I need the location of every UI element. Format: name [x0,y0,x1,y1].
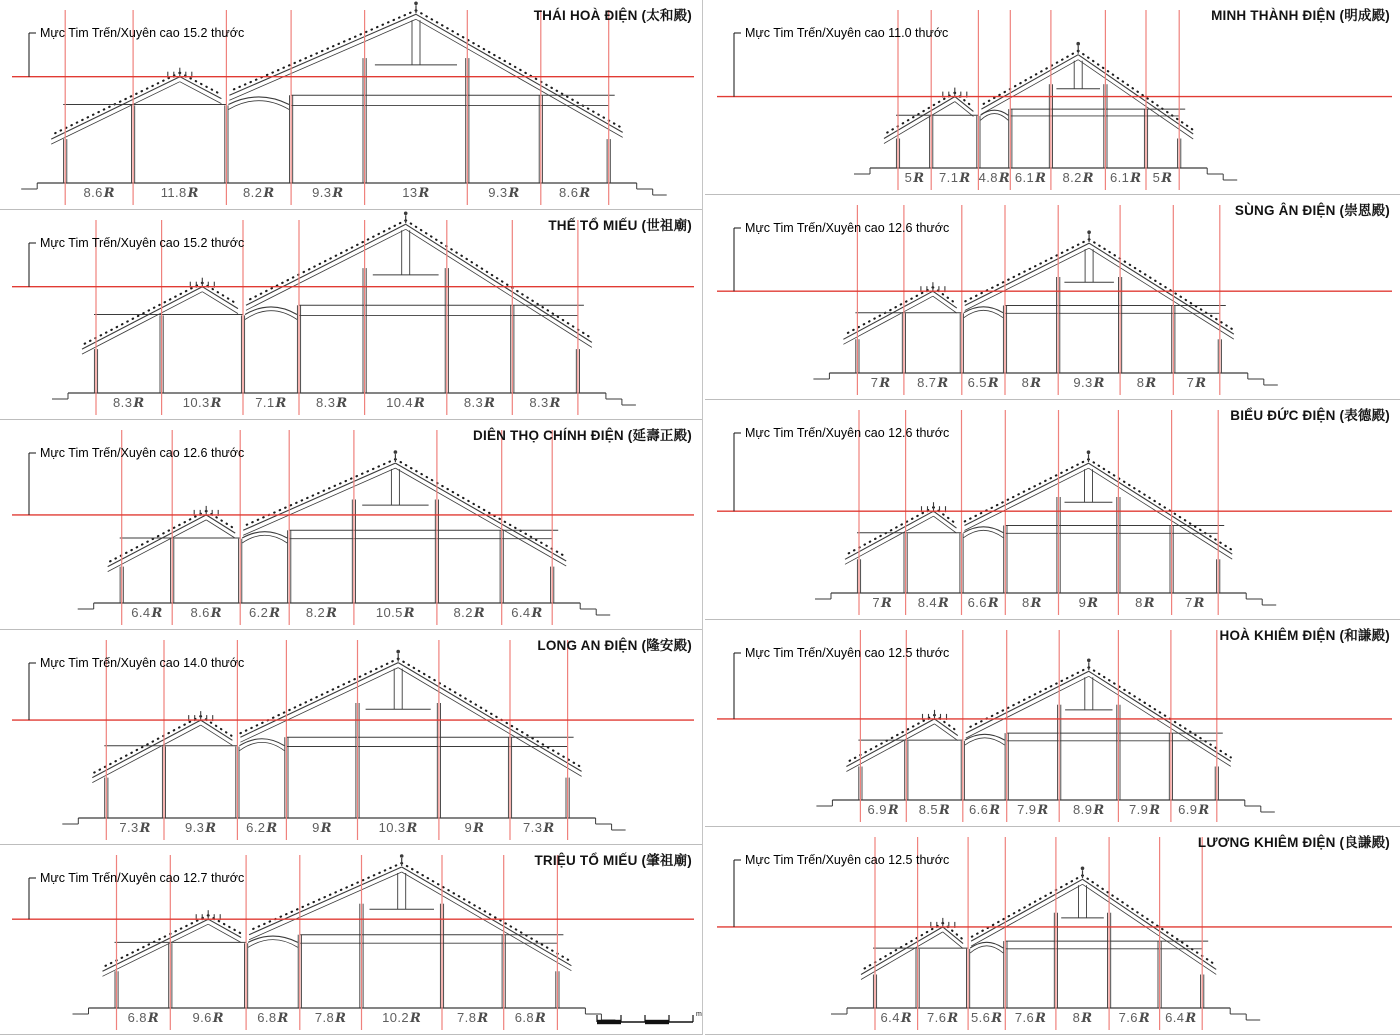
thuoc-unit-symbol: R [277,1011,289,1026]
thuoc-unit-symbol: R [410,1011,422,1026]
bay-measurement [968,595,1000,611]
thuoc-unit-symbol: R [1193,596,1205,611]
bay-width-value: 8.3 [529,395,549,410]
building-section-panel [0,420,702,630]
bay-measurement [1129,802,1161,818]
bay-width-value: 6.4 [511,605,531,620]
thuoc-unit-symbol: R [1037,803,1049,818]
bay-measurement [457,1010,489,1026]
bay-measurement [183,395,222,411]
bay-width-value: 6.4 [131,605,151,620]
bay-width-value: 8 [1021,375,1030,390]
bay-measurement [881,1010,913,1026]
bay-width-value: 6.1 [1109,170,1130,185]
thuoc-unit-symbol: R [531,606,543,621]
height-label-text: thước [915,26,949,40]
bay-width-value: 8.7 [917,375,937,390]
bay-measurements [705,796,1400,826]
bay-width-value: 7.8 [314,1010,335,1025]
thuoc-unit-symbol: R [549,396,561,411]
bay-width-value: 6.2 [246,820,266,835]
thuoc-unit-symbol: R [1185,1011,1197,1026]
thuoc-unit-symbol: R [937,376,949,391]
bay-measurement [454,605,486,621]
thuoc-unit-symbol: R [473,606,486,621]
building-section-panel [705,827,1400,1035]
height-label-text: thước [210,26,245,40]
height-label [745,26,948,40]
bay-measurement [1178,802,1210,818]
thuoc-unit-symbol: R [913,171,925,186]
thuoc-unit-symbol: R [938,596,950,611]
thuoc-unit-symbol: R [508,186,520,201]
bay-measurement [257,1010,289,1026]
bay-measurement [1073,802,1105,818]
thuoc-unit-symbol: R [939,803,951,818]
height-label [40,871,244,885]
bay-measurement [919,802,951,818]
bay-width-value: 6.8 [127,1010,147,1025]
height-label-text: Mực Tim Trến/Xuyên cao [745,26,885,40]
bay-measurements [0,814,702,844]
bay-measurement [1153,170,1173,186]
height-label [40,26,244,40]
thuoc-unit-symbol: R [418,186,430,201]
bay-measurement [515,1010,547,1026]
bay-width-value: 7 [870,375,879,390]
bay-measurements [705,1004,1400,1034]
bay-measurement [971,1010,1003,1026]
height-label-text: thước [210,236,245,250]
bay-width-value: 6.9 [867,802,887,817]
thuoc-unit-symbol: R [187,186,199,201]
thuoc-unit-symbol: R [1082,171,1094,186]
thuoc-unit-symbol: R [1081,1011,1093,1026]
bay-width-value: 10.5 [375,605,403,620]
thuoc-unit-symbol: R [205,821,217,836]
bay-measurement [1135,595,1155,611]
panel-title: BIỂU ĐỨC ĐIỆN (表德殿) [1230,408,1390,423]
panel-title: LONG AN ĐIỆN (隆安殿) [537,638,692,653]
height-label-text: Mực Tim Trến/Xuyên cao [40,26,180,40]
thuoc-unit-symbol: R [336,396,348,411]
bay-width-value: 7.9 [1128,802,1149,817]
building-section-panel [0,0,702,210]
thuoc-unit-symbol: R [1035,1011,1047,1026]
bay-measurement [868,802,900,818]
bay-width-value: 7.9 [1017,802,1037,817]
bay-measurement [511,605,543,621]
bay-measurements [705,589,1400,619]
bay-measurement [529,395,561,411]
bay-measurement [1185,595,1205,611]
building-section-panel [705,0,1400,195]
bay-measurement [872,595,892,611]
thuoc-unit-symbol: R [1035,171,1047,186]
bay-width-value: 8.4 [917,595,938,610]
right-column [705,0,1400,1035]
bay-measurement [376,605,415,621]
height-value: 12.5 [888,853,913,867]
thuoc-unit-symbol: R [1161,171,1173,186]
bay-measurement [131,605,163,621]
thuoc-unit-symbol: R [987,596,1000,611]
thuoc-unit-symbol: R [147,1011,160,1026]
thuoc-unit-symbol: R [543,821,555,836]
height-label-text: thước [210,446,245,460]
thuoc-unit-symbol: R [1030,376,1042,391]
bay-width-value: 7.6 [1118,1010,1138,1025]
height-label [745,221,949,235]
bay-measurement [979,170,1011,186]
thuoc-unit-symbol: R [1195,376,1207,391]
thuoc-unit-symbol: R [1130,171,1142,186]
bay-width-value: 10.2 [382,1010,410,1025]
building-section-panel [0,210,702,420]
bay-measurement [1017,802,1049,818]
height-label-text: Mực Tim Trến/Xuyên cao [745,646,885,660]
bay-width-value: 9.6 [192,1010,212,1025]
thuoc-unit-symbol: R [403,606,415,621]
bay-width-value: 5 [1152,170,1161,185]
bay-width-value: 9.3 [184,820,205,835]
bay-measurement [464,820,484,836]
height-value: 14.0 [183,656,208,670]
height-value: 12.6 [888,426,913,440]
height-label [745,646,949,660]
bay-width-value: 7 [872,595,881,610]
thuoc-unit-symbol: R [959,171,971,186]
bay-width-value: 7 [1184,595,1193,610]
height-label [40,656,244,670]
bay-measurements [705,369,1400,399]
bay-measurement [1015,1010,1047,1026]
bay-measurement [1119,1010,1151,1026]
bay-width-value: 9 [1078,595,1087,610]
bay-measurement [939,170,971,186]
height-label-text: Mực Tim Trến/Xuyên cao [40,656,180,670]
thuoc-unit-symbol: R [484,396,496,411]
building-section-panel [705,195,1400,400]
bay-measurement [488,185,520,201]
thuoc-unit-symbol: R [320,821,332,836]
bay-width-value: 7.8 [457,1010,477,1025]
bay-measurement [1073,375,1105,391]
bay-width-value: 5 [904,170,913,185]
bay-measurement [1137,375,1157,391]
bay-width-value: 6.8 [257,1010,277,1025]
bay-measurement [255,395,287,411]
panel-title: THÁI HOÀ ĐIỆN (太和殿) [533,8,692,23]
bay-width-value: 9 [464,820,473,835]
height-label [745,426,949,440]
height-value: 12.7 [183,871,208,885]
bay-width-value: 8.6 [83,185,103,200]
thuoc-unit-symbol: R [414,396,426,411]
panel-title: TRIỆU TỔ MIẾU (肇祖廟) [534,853,692,868]
bay-width-value: 7.1 [255,395,275,410]
bay-measurement [871,375,891,391]
height-label [745,853,949,867]
bay-measurement [386,395,425,411]
bay-width-value: 6.1 [1014,170,1035,185]
bay-width-value: 8 [1072,1010,1081,1025]
bay-width-value: 4.8 [978,170,998,185]
thuoc-unit-symbol: R [473,821,485,836]
bay-measurement [249,605,281,621]
bay-width-value: 8.6 [559,185,579,200]
bay-measurement [312,185,344,201]
bay-measurement [402,185,429,201]
bay-measurement [185,820,217,836]
bay-width-value: 9.3 [488,185,508,200]
thuoc-unit-symbol: R [1198,803,1210,818]
bay-measurement [316,395,348,411]
bay-measurement [382,1010,421,1026]
bay-measurement [1165,1010,1197,1026]
bay-measurement [161,185,199,201]
bay-measurement [968,375,1000,391]
scale-bar-unit: m [696,1011,702,1018]
thuoc-unit-symbol: R [133,396,145,411]
bay-measurement [1079,595,1099,611]
height-label-text: Mực Tim Trến/Xuyên cao [745,426,885,440]
height-value: 12.6 [888,221,913,235]
bay-measurement [315,1010,347,1026]
height-label [40,446,244,460]
bay-width-value: 8.2 [305,605,326,620]
bay-width-value: 10.3 [378,820,406,835]
bay-measurement [464,395,496,411]
bay-width-value: 8.3 [316,395,336,410]
thuoc-unit-symbol: R [1093,376,1105,391]
height-value: 15.2 [183,236,208,250]
height-label-text: thước [915,853,950,867]
bay-width-value: 13 [402,185,418,200]
bay-width-value: 9.3 [312,185,332,200]
bay-width-value: 6.5 [967,375,987,390]
bay-measurement [905,170,925,186]
bay-measurement [312,820,332,836]
thuoc-unit-symbol: R [887,803,900,818]
thuoc-unit-symbol: R [998,171,1011,186]
bay-width-value: 7.6 [927,1010,947,1025]
thuoc-unit-symbol: R [989,803,1001,818]
bay-width-value: 10.4 [386,395,414,410]
bay-width-value: 6.6 [967,595,987,610]
building-section-panel [705,620,1400,827]
thuoc-unit-symbol: R [1030,596,1042,611]
height-label-text: Mực Tim Trến/Xuyên cao [40,446,180,460]
thuoc-unit-symbol: R [326,606,338,621]
height-label-text: thước [915,221,950,235]
bay-width-value: 8.9 [1073,802,1093,817]
bay-measurement [119,820,151,836]
panel-title: SÙNG ÂN ĐIỆN (崇恩殿) [1234,203,1390,218]
bay-measurements [0,599,702,629]
bay-width-value: 7.6 [1014,1010,1035,1025]
thuoc-unit-symbol: R [332,186,344,201]
bay-width-value: 6.6 [968,802,989,817]
scale-bar [593,1006,703,1032]
bay-width-value: 6.4 [880,1010,900,1025]
bay-width-value: 8.3 [113,395,133,410]
thuoc-unit-symbol: R [151,606,163,621]
bay-measurement [559,185,591,201]
building-section-panel [705,400,1400,620]
bay-width-value: 8.2 [453,605,473,620]
thuoc-unit-symbol: R [275,396,287,411]
bay-width-value: 10.3 [182,395,210,410]
thuoc-unit-symbol: R [1143,596,1155,611]
height-value: 12.5 [888,646,913,660]
bay-measurement [1022,595,1042,611]
bay-measurement [1015,170,1047,186]
thuoc-unit-symbol: R [535,1011,547,1026]
thuoc-unit-symbol: R [212,1011,224,1026]
thuoc-unit-symbol: R [900,1011,913,1026]
bay-width-value: 5.6 [970,1010,991,1025]
thuoc-unit-symbol: R [263,186,275,201]
thuoc-unit-symbol: R [103,186,115,201]
thuoc-unit-symbol: R [266,821,278,836]
bay-width-value: 7 [1186,375,1195,390]
thuoc-unit-symbol: R [139,821,151,836]
bay-measurement [243,185,275,201]
bay-width-value: 8 [1136,375,1145,390]
thuoc-unit-symbol: R [210,396,222,411]
bay-measurement [918,595,950,611]
thuoc-unit-symbol: R [879,376,891,391]
bay-measurement [917,375,949,391]
bay-width-value: 9.3 [1073,375,1093,390]
thuoc-unit-symbol: R [881,596,893,611]
bay-width-value: 8.6 [190,605,210,620]
height-value: 15.2 [183,26,208,40]
bay-width-value: 8 [1021,595,1030,610]
thuoc-unit-symbol: R [1149,803,1161,818]
bay-measurements [705,164,1400,194]
height-value: 11.0 [888,26,912,40]
bay-measurement [1062,170,1094,186]
bay-measurement [192,1010,224,1026]
panel-title: DIÊN THỌ CHÍNH ĐIỆN (延壽正殿) [473,428,692,443]
thuoc-unit-symbol: R [1145,376,1157,391]
bay-width-value: 8.3 [463,395,484,410]
bay-measurement [969,802,1001,818]
bay-measurement [306,605,338,621]
bay-measurements [0,179,702,209]
thuoc-unit-symbol: R [1138,1011,1151,1026]
bay-measurement [83,185,115,201]
thuoc-unit-symbol: R [1093,803,1105,818]
bay-width-value: 6.9 [1178,802,1198,817]
bay-width-value: 11.8 [160,185,187,200]
bay-measurement [1110,170,1142,186]
bay-measurement [1187,375,1207,391]
bay-measurement [190,605,222,621]
bay-measurement [927,1010,959,1026]
height-label [40,236,244,250]
height-label-text: Mực Tim Trến/Xuyên cao [745,221,885,235]
thuoc-unit-symbol: R [335,1011,347,1026]
bay-width-value: 8 [1135,595,1143,610]
panel-title: THẾ TỔ MIẾU (世祖廟) [548,218,692,233]
bay-width-value: 8.2 [243,185,263,200]
bay-measurement [113,395,145,411]
height-label-text: Mực Tim Trến/Xuyên cao [40,871,180,885]
panel-title: MINH THÀNH ĐIỆN (明成殿) [1211,8,1390,23]
height-label-text: thước [915,646,950,660]
thuoc-unit-symbol: R [987,376,1000,391]
thuoc-unit-symbol: R [579,186,591,201]
bay-width-value: 7.3 [119,820,139,835]
bay-measurement [379,820,418,836]
thuoc-unit-symbol: R [1087,596,1099,611]
bay-measurement [1022,375,1042,391]
thuoc-unit-symbol: R [406,821,418,836]
bay-width-value: 7.1 [939,170,959,185]
thuoc-unit-symbol: R [991,1011,1003,1026]
panel-title: LƯƠNG KHIÊM ĐIỆN (良謙殿) [1197,835,1390,850]
thuoc-unit-symbol: R [477,1011,489,1026]
bay-measurement [128,1010,160,1026]
panel-title: HOÀ KHIÊM ĐIỆN (和謙殿) [1219,628,1390,643]
bay-measurement [246,820,278,836]
building-section-panel [0,630,702,845]
thuoc-unit-symbol: R [269,606,281,621]
bay-measurement [523,820,555,836]
height-label-text: thước [210,656,245,670]
bay-width-value: 6.8 [514,1010,535,1025]
height-value: 12.6 [183,446,208,460]
bay-width-value: 7.3 [523,820,543,835]
bay-width-value: 8.2 [1062,170,1082,185]
bay-measurements [0,389,702,419]
bay-width-value: 6.4 [1165,1010,1185,1025]
height-label-text: Mực Tim Trến/Xuyên cao [40,236,180,250]
height-label-text: thước [210,871,245,885]
height-label-text: Mực Tim Trến/Xuyên cao [745,853,885,867]
thuoc-unit-symbol: R [947,1011,959,1026]
bay-width-value: 8.5 [918,802,939,817]
height-label-text: thước [915,426,950,440]
bay-width-value: 9 [312,820,320,835]
bay-width-value: 6.2 [248,605,269,620]
thuoc-unit-symbol: R [210,606,222,621]
bay-measurement [1073,1010,1093,1026]
